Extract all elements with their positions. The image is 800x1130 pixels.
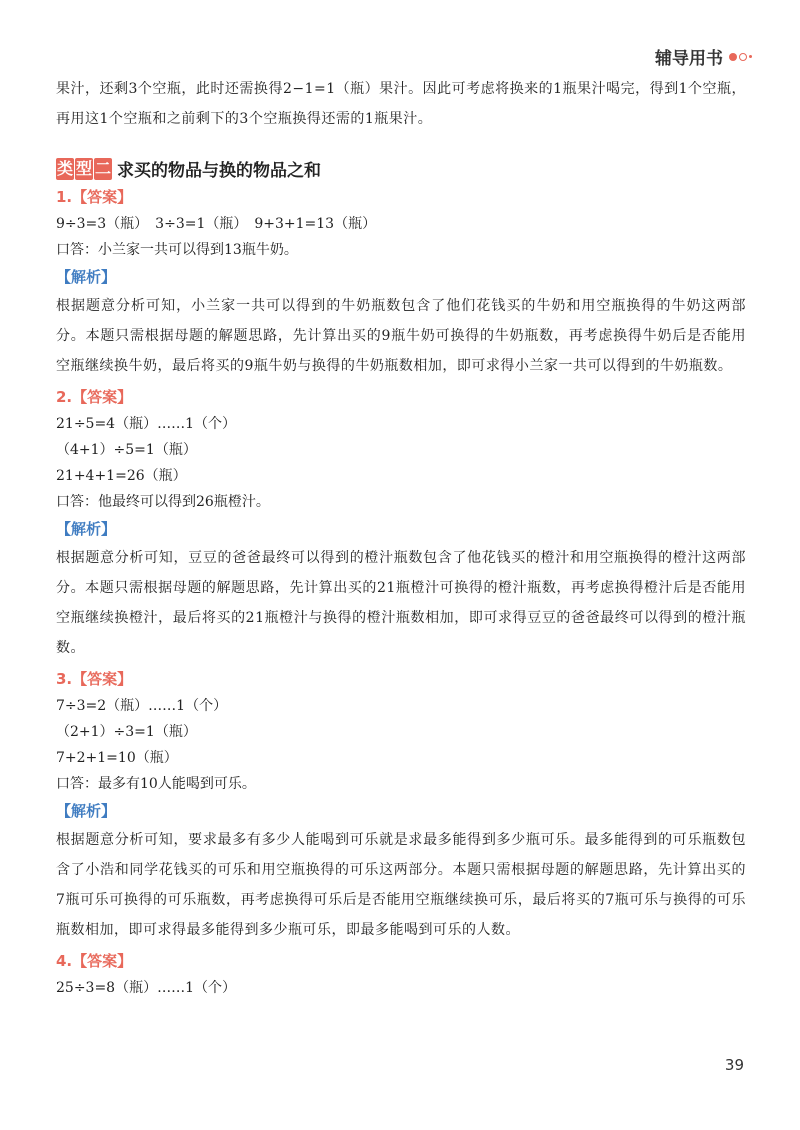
problem-2 <box>56 383 746 663</box>
analysis-heading: 【解析】 <box>56 802 117 820</box>
answer-heading: 1.【答案】 <box>56 188 133 206</box>
section-title: 求买的物品与换的物品之和 <box>117 161 322 181</box>
analysis-paragraph: 根据题意分析可知，豆豆的爸爸最终可以得到的橙汁瓶数包含了他花钱买的橙汁和用空瓶换得的橙汁这两部分。本题只需根据母题的解题思路，先计算出买的21瓶橙汁可换得的橙汁瓶数，再考虑换得橙汁后是否能用空瓶继续换橙汁，最后将买的21瓶橙汁与换得的橙汁瓶数相加，即可求得豆豆的爸爸最终可以得到的橙汁瓶数。 <box>56 550 746 656</box>
page-header <box>655 44 752 69</box>
problem-1 <box>56 183 746 381</box>
problem-4 <box>56 947 746 1001</box>
answer-heading: 2.【答案】 <box>56 388 133 406</box>
analysis-paragraph: 根据题意分析可知，要求最多有多少人能喝到可乐就是求最多能得到多少瓶可乐。最多能得到的可乐瓶数包含了小浩和同学花钱买的可乐和用空瓶换得的可乐这两部分。本题只需根据母题的解题思路，先计算出买的7瓶可乐可换得的可乐瓶数，再考虑换得可乐后是否能用空瓶继续换可乐，最后将买的7瓶可乐与换得的可乐瓶数相加，即可求得最多能得到多少瓶可乐，即最多能喝到可乐的人数。 <box>56 832 746 938</box>
analysis-paragraph: 根据题意分析可知，小兰家一共可以得到的牛奶瓶数包含了他们花钱买的牛奶和用空瓶换得的牛奶这两部分。本题只需根据母题的解题思路，先计算出买的9瓶牛奶可换得的牛奶瓶数，再考虑换得牛奶后是否能用空瓶继续换牛奶，最后将买的9瓶牛奶与换得的牛奶瓶数相加，即可求得小兰家一共可以得到的牛奶瓶数。 <box>56 298 746 374</box>
answer-heading: 4.【答案】 <box>56 952 133 970</box>
analysis-heading: 【解析】 <box>56 268 117 286</box>
answer-line: 口答：最多有10人能喝到可乐。 <box>56 776 256 792</box>
answer-line: 口答：他最终可以得到26瓶橙汁。 <box>56 494 270 510</box>
book-title: 辅导用书 <box>655 49 723 69</box>
page-number: 39 <box>724 1056 744 1074</box>
answer-line: 口答：小兰家一共可以得到13瓶牛奶。 <box>56 242 298 258</box>
answer-line: 25÷3=8（瓶）……1（个） <box>56 980 236 996</box>
intro-paragraph: 果汁，还剩3个空瓶，此时还需换得2−1=1（瓶）果汁。因此可考虑将换来的1瓶果汁喝完，得到1个空瓶，再用这1个空瓶和之前剩下的3个空瓶换得还需的1瓶果汁。 <box>56 81 746 127</box>
answer-heading: 3.【答案】 <box>56 670 133 688</box>
page-content <box>56 74 746 1001</box>
analysis-heading: 【解析】 <box>56 520 117 538</box>
type-tag: 类 型 二 <box>57 158 112 178</box>
answer-line: 9÷3=3（瓶） 3÷3=1（瓶） 9+3+1=13（瓶） <box>56 216 377 232</box>
answer-line: 7+2+1=10（瓶） <box>56 750 178 766</box>
answer-line: 21+4+1=26（瓶） <box>56 468 187 484</box>
problem-3 <box>56 665 746 945</box>
answer-line: （4+1）÷5=1（瓶） <box>56 442 197 458</box>
answer-line: 21÷5=4（瓶）……1（个） <box>56 416 236 432</box>
answer-line: 7÷3=2（瓶）……1（个） <box>56 698 228 714</box>
answer-line: （2+1）÷3=1（瓶） <box>56 724 197 740</box>
decorative-dots-icon <box>729 53 752 61</box>
section-heading <box>56 156 746 181</box>
